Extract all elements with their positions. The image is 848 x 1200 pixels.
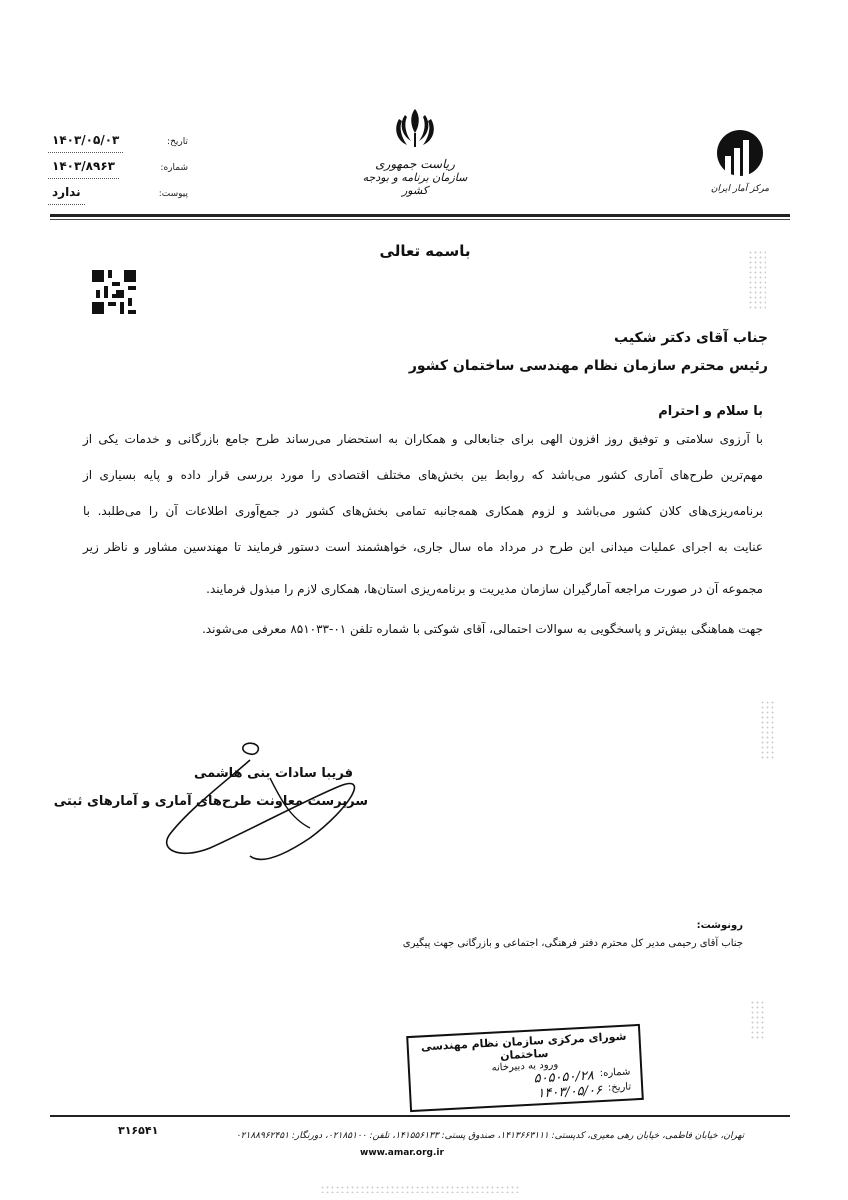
stamp-title: شورای مرکزی سازمان نظام مهندسی ساختمان — [420, 1029, 627, 1063]
recipient-name: جناب آقای دکتر شکیب — [614, 330, 768, 346]
number-value: ۱۴۰۳/۸۹۶۳ — [48, 154, 119, 179]
footer-address: تهران، خیابان فاطمی، خیابان رهی معیری، کدپستی: ۱۴۱۳۶۶۳۱۱۱، صندوق پستی: ۱۴۱۵۵۶۱۳۳، تلفن: ۰۲۱۸۵۱۰۰، دورنگار: ۰۲۱۸۸۹۶۲۴۵۱ — [235, 1131, 745, 1141]
body-line-1: با آرزوی سلامتی و توفیق روز افزون الهی برای جنابعالی و همکاران به استحضار می‌رساند طرح جامع بازرگانی و خدمات یکی از — [83, 432, 763, 446]
footer-document-number: ۳۱۶۵۴۱ — [118, 1124, 159, 1137]
date-label: تاریخ: — [167, 137, 188, 147]
date-value: ۱۴۰۳/۰۵/۰۳ — [48, 128, 123, 153]
attachment-row — [48, 180, 188, 206]
signatory-title: سرپرست معاونت طرح‌های آماری و آمارهای ثبتی — [53, 794, 368, 809]
emblem-line-presidency: ریاست جمهوری — [375, 157, 455, 171]
government-emblem-block — [355, 105, 475, 197]
logo-caption: مرکز آمار ایران — [710, 184, 770, 194]
basmala: باسمه تعالی — [379, 242, 471, 260]
number-label: شماره: — [160, 163, 188, 173]
body-line-5: مجموعه آن در صورت مراجعه آمارگیران سازمان مدیریت و برنامه‌ریزی استان‌ها، همکاری لازم را مبذول فرمایند. — [206, 582, 763, 596]
signatory-name: فریبا سادات بنی هاشمی — [194, 766, 353, 781]
emblem-line-organization: سازمان برنامه و بودجه کشور — [362, 171, 468, 197]
letter-meta — [48, 128, 188, 206]
receipt-stamp — [406, 1024, 644, 1112]
greeting: با سلام و احترام — [658, 404, 763, 419]
cc-label: رونوشت: — [696, 920, 743, 931]
scan-noise — [750, 1000, 766, 1040]
scan-noise — [748, 250, 766, 310]
footer-website-link[interactable]: www.amar.org.ir — [360, 1148, 444, 1158]
statistical-center-logo-icon — [715, 128, 765, 178]
body-line-3: برنامه‌ریزی‌های کلان کشور می‌باشد و لزوم همکاری همه‌جانبه تمامی بخش‌های کشور در جمع‌آوری اطلاعات آن را می‌طلبد. با — [83, 504, 763, 518]
stamp-date-label: تاریخ: — [607, 1081, 632, 1094]
stamp-subtitle: ورود به دبیرخانه — [491, 1059, 559, 1074]
qr-code-icon — [92, 270, 136, 314]
recipient-title: رئیس محترم سازمان نظام مهندسی ساختمان کشور — [408, 358, 768, 374]
header-divider-thin — [50, 219, 790, 220]
body-line-4: عنایت به اجرای عملیات میدانی این طرح در مرداد ماه سال جاری، خواهشمند است دستور فرمایند تا مهندسین مشاور و ناظر زیر — [83, 540, 763, 554]
footer-divider — [50, 1115, 790, 1117]
stamp-number-value: ۵۰۵۰۵۰/۲۸ — [533, 1068, 595, 1087]
date-row — [48, 128, 188, 154]
body-line-2: مهم‌ترین طرح‌های آماری کشور می‌باشد که روابط بین بخش‌های مختلف اقتصادی را مورد بررسی قرار داده و پایه بسیاری از — [83, 468, 763, 482]
stamp-date-value: ۱۴۰۳/۰۵/۰۶ — [537, 1083, 603, 1102]
stamp-number-label: شماره: — [599, 1066, 631, 1080]
scan-noise — [760, 700, 774, 760]
body-line-6: جهت هماهنگی بیش‌تر و پاسخگویی به سوالات احتمالی، آقای شوکتی با شماره تلفن ۰۱-۸۵۱۰۳۳ معرفی می‌شوند. — [201, 622, 763, 636]
statistical-center-logo-block — [700, 128, 780, 194]
number-row — [48, 154, 188, 180]
iran-emblem-icon — [393, 105, 437, 151]
cc-text: جناب آقای رحیمی مدیر کل محترم دفتر فرهنگی، اجتماعی و بازرگانی جهت پیگیری — [402, 938, 743, 949]
attachment-value: ندارد — [48, 180, 85, 205]
attachment-label: پیوست: — [158, 189, 188, 199]
scan-noise — [320, 1185, 520, 1193]
header-divider-thick — [50, 214, 790, 217]
